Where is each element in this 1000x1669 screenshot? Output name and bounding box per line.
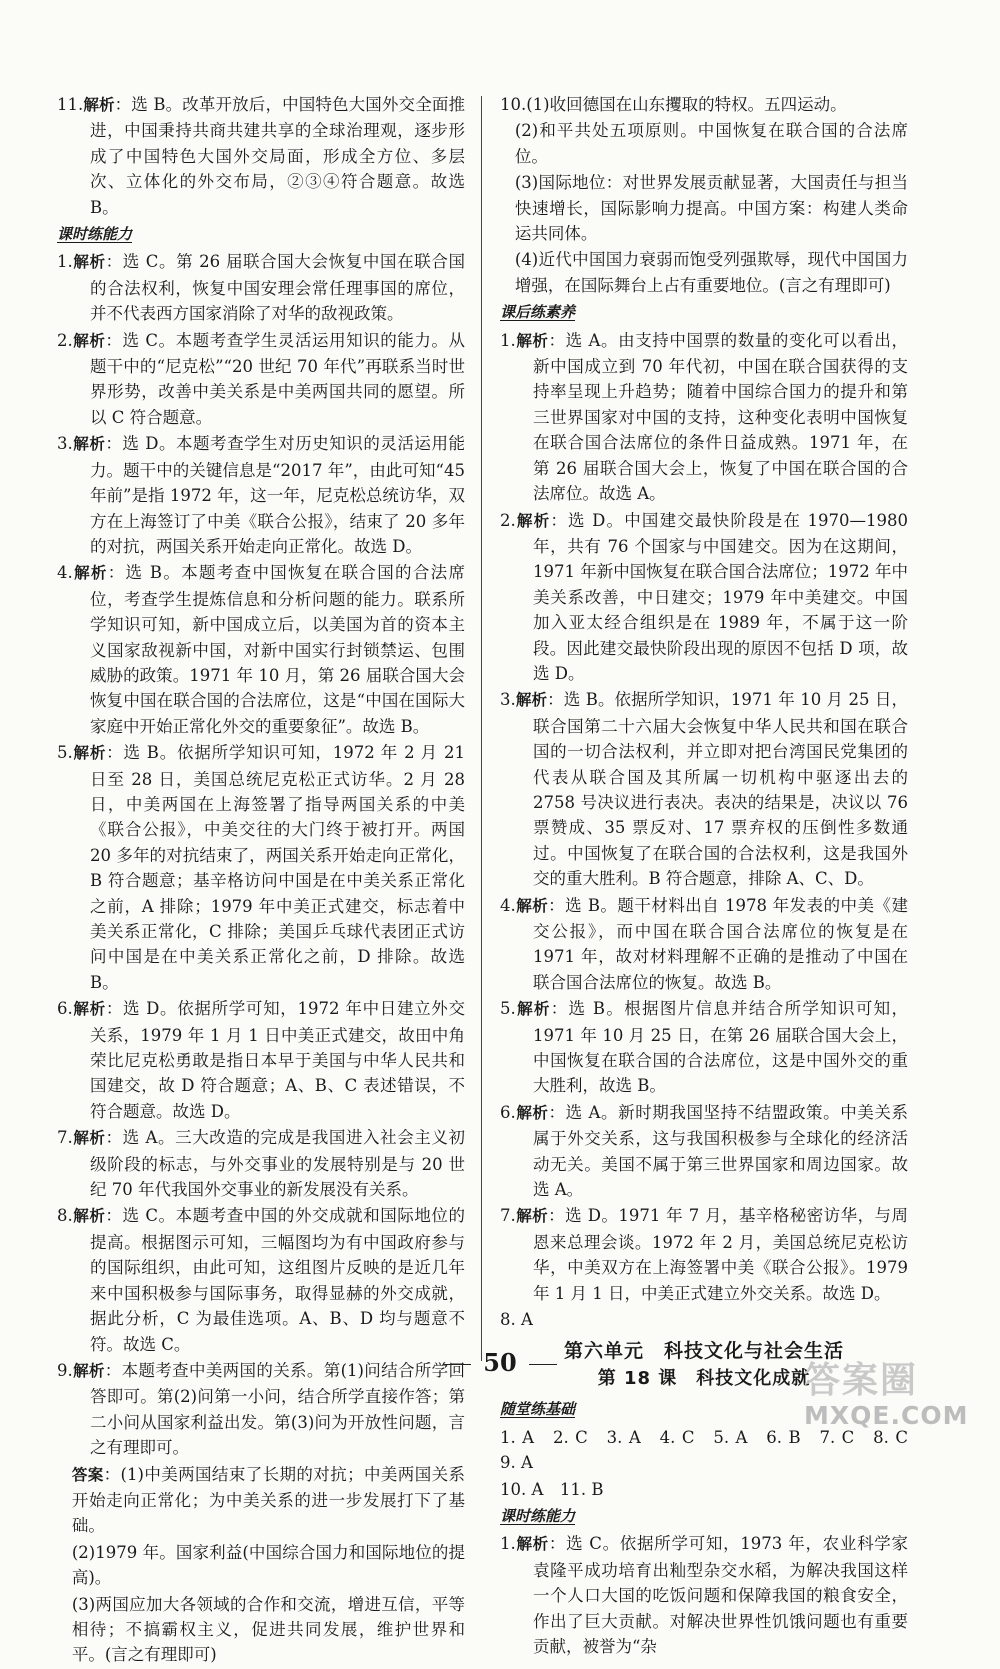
page-number-dash-left	[443, 1364, 471, 1365]
answer-q5: 5.解析：选 B。依据所学知识可知，1972 年 2 月 21 日至 28 日，美国总统尼克松正式访华。2 月 28 日，中美两国在上海签署了指导两国关系的中美《联合公报》，中美交往的大门终于被打开。两国 20 多年的对抗结束了，两国关系开始走向正常化，B 符合题意；基辛格访问中国是在中美关系正常化之前，A 排除；1979 年中美正式建交，标志着中美关系正常化，C 排除；美国乒乓球代表团正式访问中国是在中美关系正常化之前，D 排除。故选 B。	[57, 743, 465, 992]
answer-q10-p3: (3)国际地位：对世界发展贡献显著，大国责任与担当快速增长，国际影响力提高。中国方案：构建人类命运共同体。	[514, 173, 908, 244]
answer-r2: 2.解析：选 D。中国建交最快阶段是在 1970—1980 年，共有 76 个国家与中国建交。因为在这期间，1971 年新中国恢复在联合国合法席位；1972 年中美关系改善，中日建交；1979 年中美建交。中国加入亚太经合组织是在 1989 年，不属于这一阶段。因此建交最快阶段出现的原因不包括 D 项，故选 D。	[500, 510, 908, 683]
answer-q4: 4.解析：选 B。本题考查中国恢复在联合国的合法席位，考查学生提炼信息和分析问题的能力。联系所学知识可知，新中国成立后，以美国为首的资本主义国家敌视新中国，对新中国实行封锁禁运、包围威胁的政策。1971 年 10 月，第 26 届联合国大会恢复中国在联合国的合法席位，这是“中国在国际大家庭中开始正常化外交的重要象征”。故选 B。	[57, 563, 465, 736]
page-number-dash-right	[529, 1364, 557, 1365]
answer-q1: 1.解析：选 C。第 26 届联合国大会恢复中国在联合国的合法权利，恢复中国安理会常任理事国的席位，并不代表西方国家消除了对华的敌视政策。	[57, 252, 465, 324]
answer-l18-q1: 1.解析：选 C。依据所学可知，1973 年，农业科学家袁隆平成功培育出籼型杂交水稻，为解决我国这样一个人口大国的吃饭问题和保障我国的粮食安全，作出了巨大贡献。对解决世界性饥饿问题也有重要贡献，被誉为“杂	[500, 1534, 908, 1656]
watermark-logo	[804, 1352, 982, 1432]
answer-r8: 8. A	[500, 1310, 533, 1330]
section-label-keshi-2: 课时练能力	[500, 1506, 576, 1525]
answer-q9-part2: (2)1979 年。国家利益(中国综合国力和国际地位的提高)。	[71, 1542, 465, 1588]
unit-title: 第六单元 科技文化与社会生活	[563, 1339, 844, 1362]
column-divider	[481, 96, 482, 1361]
answer-q10-p1: 10.(1)收回德国在山东攫取的特权。五四运动。	[500, 95, 847, 114]
answer-q2: 2.解析：选 C。本题考查学生灵活运用知识的能力。从题干中的“尼克松”“20 世纪 70 年代”再联系当时世界形势，改善中美关系是中美两国共同的愿望。所以 C 符合题意。	[57, 330, 465, 427]
answer-r6: 6.解析：选 A。新时期我国坚持不结盟政策。中美关系属于外交关系，这与我国积极参与全球化的经济活动无关。美国不属于第三世界国家和周边国家。故选 A。	[500, 1102, 908, 1200]
answer-q9-part3: (3)两国应加大各领域的合作和交流，增进互信，平等相待；不搞霸权主义，促进共同发展，维护世界和平。(言之有理即可)	[71, 1594, 465, 1665]
answer-r4: 4.解析：选 B。题干材料出自 1978 年发表的中美《建交公报》，而中国在联合国合法席位的恢复是在 1971 年，故对材料理解不正确的是推动了中国在联合国合法席位的恢复。故选 B。	[500, 895, 908, 992]
quick-answers-line2: 10. A 11. B	[500, 1479, 604, 1499]
answer-q10-p2: (2)和平共处五项原则。中国恢复在联合国的合法席位。	[514, 121, 908, 166]
answer-r1: 1.解析：选 A。由支持中国票的数量的变化可以看出，新中国成立到 70 年代初，中国在联合国获得的支持率呈现上升趋势；随着中国综合国力的提升和第三世界国家对中国的支持，这种变化表明中国恢复在联合国合法席位的条件日益成熟。1971 年，在第 26 届联合国大会上，恢复了中国在联合国的合法席位。故选 A。	[500, 330, 908, 504]
quick-answers-line1: 1. A 2. C 3. A 4. C 5. A 6. B 7. C 8. C 9. A	[500, 1427, 925, 1473]
left-column	[57, 92, 465, 1669]
answer-r7: 7.解析：选 D。1971 年 7 月，基辛格秘密访华，与周恩来总理会谈。1972 年 2 月，美国总统尼克松访华，中美双方在上海签署中美《联合公报》。1979 年 1 月 1 日，中美正式建立外交关系。故选 D。	[500, 1206, 908, 1303]
page-number-value: 50	[483, 1348, 517, 1377]
answer-q8: 8.解析：选 C。本题考查中国的外交成就和国际地位的提高。根据图示可知，三幅图均为有中国政府参与的国际组织，由此可知，这组图片反映的是近几年来中国积极参与国际事务，取得显赫的外交成就，据此分析，C 为最佳选项。A、B、D 均与题意不符。故选 C。	[57, 1206, 465, 1354]
answer-q7: 7.解析：选 A。三大改造的完成是我国进入社会主义初级阶段的标志，与外交事业的发展特别是与 20 世纪 70 年代我国外交事业的新发展没有关系。	[57, 1128, 465, 1200]
answer-q9-part1: 答案：(1)中美两国结束了长期的对抗；中美两国关系开始走向正常化；为中美关系的进一步发展打下了基础。	[71, 1464, 465, 1536]
answer-q3: 3.解析：选 D。本题考查学生对历史知识的灵活运用能力。题干中的关键信息是“2017 年”，由此可知“45 年前”是指 1972 年，这一年，尼克松总统访华，双方在上海签订了中美《联合公报》，结束了 20 多年的对抗，两国关系开始走向正常化。故选 D。	[57, 434, 465, 556]
answer-r3: 3.解析：选 B。依据所学知识，1971 年 10 月 25 日，联合国第二十六届大会恢复中华人民共和国在联合国的一切合法权利，并立即对把台湾国民党集团的代表从联合国及其所属一切机构中驱逐出去的 2758 号决议进行表决。表决的结果是，决议以 76 票赞成、35 票反对、17 票弃权的压倒性多数通过。中国恢复了在联合国的合法权利，这是我国外交的重大胜利。B 符合题意，排除 A、C、D。	[500, 690, 908, 889]
watermark-url: MXQE.COM	[804, 1401, 969, 1430]
watermark-text: 答案圈	[804, 1360, 919, 1401]
answer-q6: 6.解析：选 D。依据所学可知，1972 年中日建立外交关系，1979 年 1 月 1 日中美正式建交，故田中角荣比尼克松勇敢是指日本早于美国与中华人民共和国建交，故 D 符合题意；A、B、C 表述错误，不符合题意。故选 D。	[57, 999, 465, 1121]
answer-q10-p4: (4)近代中国国力衰弱而饱受列强欺辱，现代中国国力增强，在国际舞台上占有重要地位。(言之有理即可)	[514, 250, 908, 295]
answer-q11: 11.解析：选 B。改革开放后，中国特色大国外交全面推进，中国秉持共商共建共享的全球治理观，逐步形成了中国特色大国外交局面，形成全方位、多层次、立体化的外交布局，②③④符合题意。故选 B。	[57, 95, 465, 217]
answer-r5: 5.解析：选 B。根据图片信息并结合所学知识可知，1971 年 10 月 25 日，在第 26 届联合国大会上，中国恢复在联合国的合法席位，这是中国外交的重大胜利，故选 B。	[500, 999, 908, 1096]
lesson-title: 第 18 课 科技文化成就	[597, 1367, 811, 1389]
section-label-suitang: 随堂练基础	[500, 1400, 576, 1419]
section-label-keshi: 课时练能力	[57, 225, 133, 244]
section-label-kehou: 课后练素养	[500, 303, 576, 322]
answer-q9: 9.解析：本题考查中美两国的关系。第(1)问结合所学回答即可。第(2)问第一小问，结合所学直接作答；第二小问从国家利益出发。第(3)问为开放性问题，言之有理即可。	[57, 1360, 465, 1458]
